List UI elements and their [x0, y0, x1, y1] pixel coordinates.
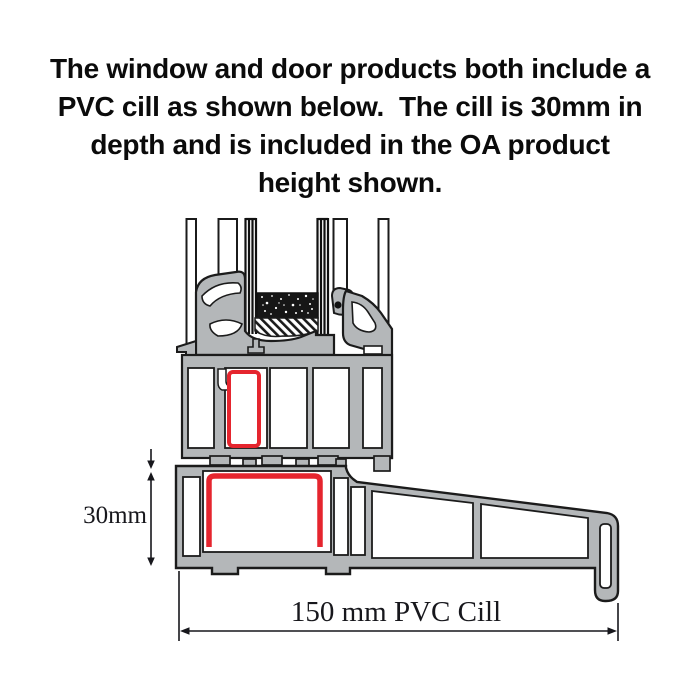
glass-pane-right — [318, 218, 329, 334]
heading-line-4: height shown. — [257, 167, 443, 198]
frame-steel-reinforcement — [229, 372, 259, 446]
bead-screw-icon — [334, 301, 341, 308]
depth-dimension — [147, 449, 155, 566]
heading-line-3: depth and is included in the OA product — [90, 129, 610, 160]
pvc-cill-profile — [176, 459, 618, 601]
frame-lower-section — [182, 355, 392, 471]
width-dimension-label: 150 mm PVC Cill — [290, 596, 502, 628]
glass-pane-left — [246, 218, 257, 334]
glazing-spacer-bar — [257, 293, 318, 318]
depth-dimension-label: 30mm — [83, 502, 147, 529]
heading-line-1: The window and door products both include a — [50, 53, 650, 84]
heading-line-2: PVC cill as shown below. The cill is 30mm in — [57, 91, 643, 122]
